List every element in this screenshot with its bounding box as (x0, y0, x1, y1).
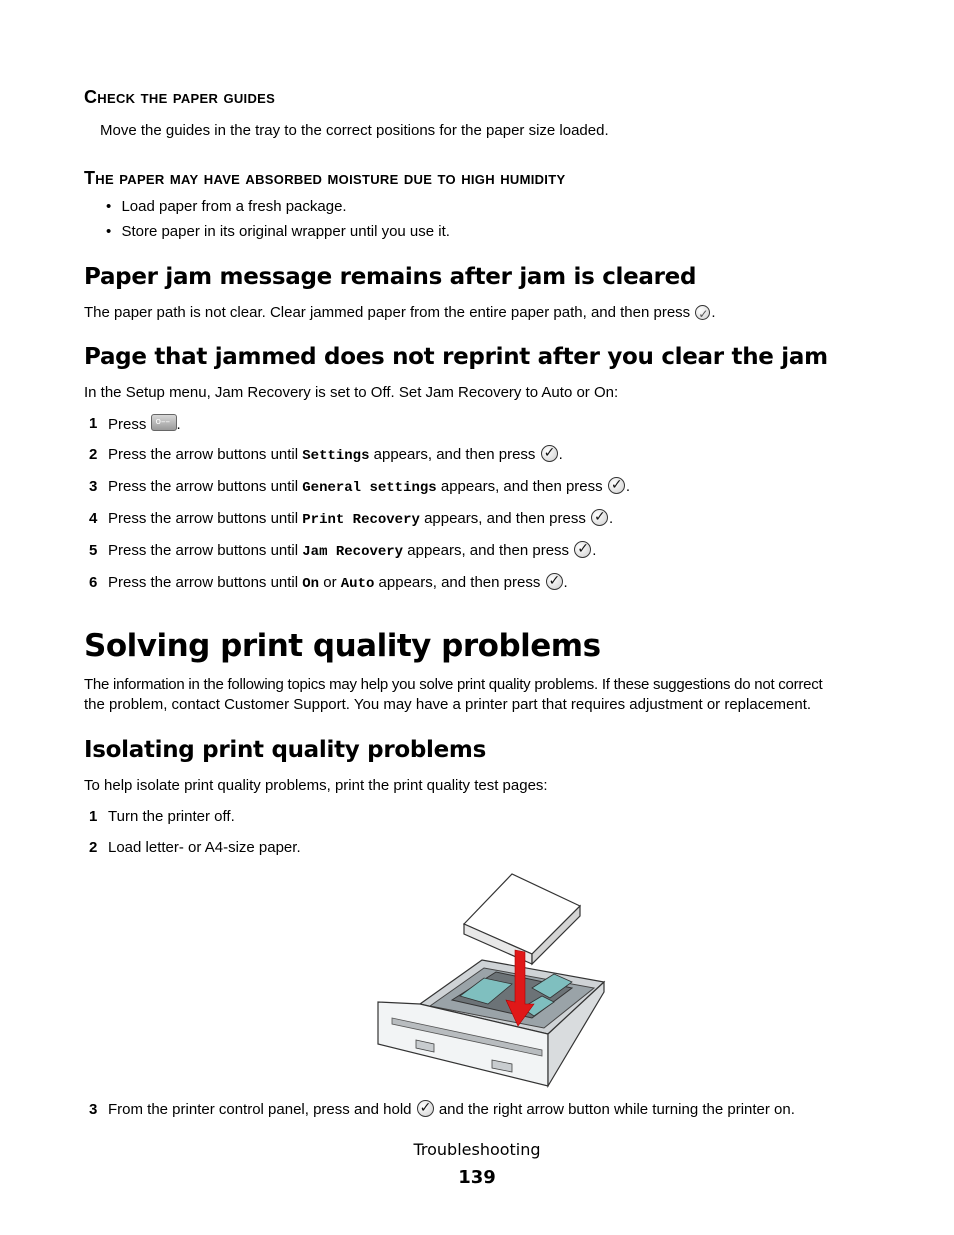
bullet-icon: • (106, 198, 112, 215)
step-text-post: . (558, 446, 563, 463)
step-text (108, 477, 630, 498)
step-text-mid: appears, and then press (407, 542, 570, 559)
menu-code-text: General settings (302, 480, 437, 496)
step-text-pre: Press the arrow buttons until (108, 510, 299, 527)
step-text-pre: Press the arrow buttons until (108, 478, 299, 495)
step-text-post: and the right arrow button while turning the printer on. (438, 1101, 795, 1118)
heading-jam-message: Paper jam message remains after jam is cleared (84, 264, 697, 290)
step-number: 2 (89, 446, 98, 463)
step-number: 3 (89, 1101, 98, 1118)
heading-moisture: The paper may have absorbed moisture due to high humidity (84, 168, 566, 188)
step-row (89, 541, 597, 561)
menu-key-icon (151, 414, 177, 431)
menu-code-text: Jam Recovery (302, 544, 404, 560)
heading-solving: Solving print quality problems (84, 628, 601, 664)
reprint-intro: In the Setup menu, Jam Recovery is set to Off. Set Jam Recovery to Auto or On: (84, 384, 619, 401)
checkmark-button-icon (546, 573, 563, 590)
solving-para-line1: The information in the following topics may help you solve print quality problems. If these suggestions do not correct (84, 676, 823, 693)
step-text-pre: Press the arrow buttons until (108, 542, 299, 559)
step-text-mid: appears, and then press (373, 446, 536, 463)
step-row (89, 573, 568, 593)
step-row (89, 1100, 795, 1120)
step-text-pre: From the printer control panel, press and hold (108, 1101, 412, 1118)
step-text-post: . (592, 542, 597, 559)
paper-stack (464, 874, 580, 964)
footer-section-title: Troubleshooting (413, 1140, 541, 1159)
paper-tray-illustration (372, 868, 610, 1090)
step-row (89, 807, 235, 827)
step-text (108, 509, 613, 530)
checkmark-button-icon (541, 445, 558, 462)
tray-body (378, 960, 604, 1086)
step-text-mid: appears, and then press (424, 510, 586, 527)
step-text-post: . (176, 416, 181, 433)
checkmark-button-icon (417, 1100, 434, 1117)
step-text-mid: appears, and then press (440, 478, 603, 495)
step-number: 1 (89, 808, 98, 825)
step-number: 5 (89, 542, 98, 559)
step-text-post: . (625, 478, 630, 495)
step-text-post: . (563, 574, 568, 591)
step-number: 6 (89, 574, 98, 591)
step-text-or: or (323, 574, 337, 591)
step-text (108, 573, 568, 594)
heading-isolating: Isolating print quality problems (84, 737, 486, 763)
step-text-pre: Press the arrow buttons until (108, 574, 299, 591)
step-number: 2 (89, 839, 98, 856)
step-row (89, 509, 614, 529)
bullet-text: Load paper from a fresh package. (121, 198, 347, 215)
bullet-item (106, 222, 450, 242)
step-row (89, 414, 181, 434)
menu-code-text: Settings (302, 448, 370, 464)
heading-reprint: Page that jammed does not reprint after you clear the jam (84, 344, 828, 370)
jam-message-text-after: . (711, 304, 716, 321)
bullet-icon: • (106, 223, 112, 240)
jam-message-text-before: The paper path is not clear. Clear jammed paper from the entire paper path, and then press (84, 304, 691, 321)
step-text (108, 414, 181, 435)
step-text (108, 445, 563, 466)
checkmark-button-icon (591, 509, 608, 526)
checkmark-button-icon (574, 541, 591, 558)
isolating-intro: To help isolate print quality problems, print the print quality test pages: (84, 777, 548, 794)
step-text-mid: appears, and then press (378, 574, 541, 591)
step-text: Turn the printer off. (108, 808, 235, 825)
menu-code-text: Print Recovery (302, 512, 420, 528)
step-text-pre: Press the arrow buttons until (108, 446, 299, 463)
menu-code-text: Auto (340, 576, 375, 592)
checkmark-button-icon (608, 477, 625, 494)
step-row (89, 838, 301, 858)
step-text-post: . (609, 510, 614, 527)
step-text (108, 1100, 795, 1120)
bullet-text: Store paper in its original wrapper until you use it. (121, 223, 450, 240)
step-text (108, 541, 596, 562)
menu-code-text: On (302, 576, 320, 592)
check-guides-text: Move the guides in the tray to the correct positions for the paper size loaded. (100, 122, 609, 139)
step-row (89, 477, 630, 497)
jam-message-text (84, 303, 716, 323)
step-text: Load letter- or A4-size paper. (108, 839, 301, 856)
bullet-item (106, 197, 347, 217)
checkmark-button-icon (695, 305, 710, 320)
step-number: 4 (89, 510, 98, 527)
solving-para-line2: the problem, contact Customer Support. You may have a printer part that requires adjustment or replacement. (84, 696, 812, 713)
step-row (89, 445, 563, 465)
step-number: 1 (89, 415, 98, 432)
step-number: 3 (89, 478, 98, 495)
heading-check-paper-guides: Check the paper guides (84, 87, 276, 107)
step-text-pre: Press (108, 416, 147, 433)
page-number: 139 (458, 1167, 496, 1188)
